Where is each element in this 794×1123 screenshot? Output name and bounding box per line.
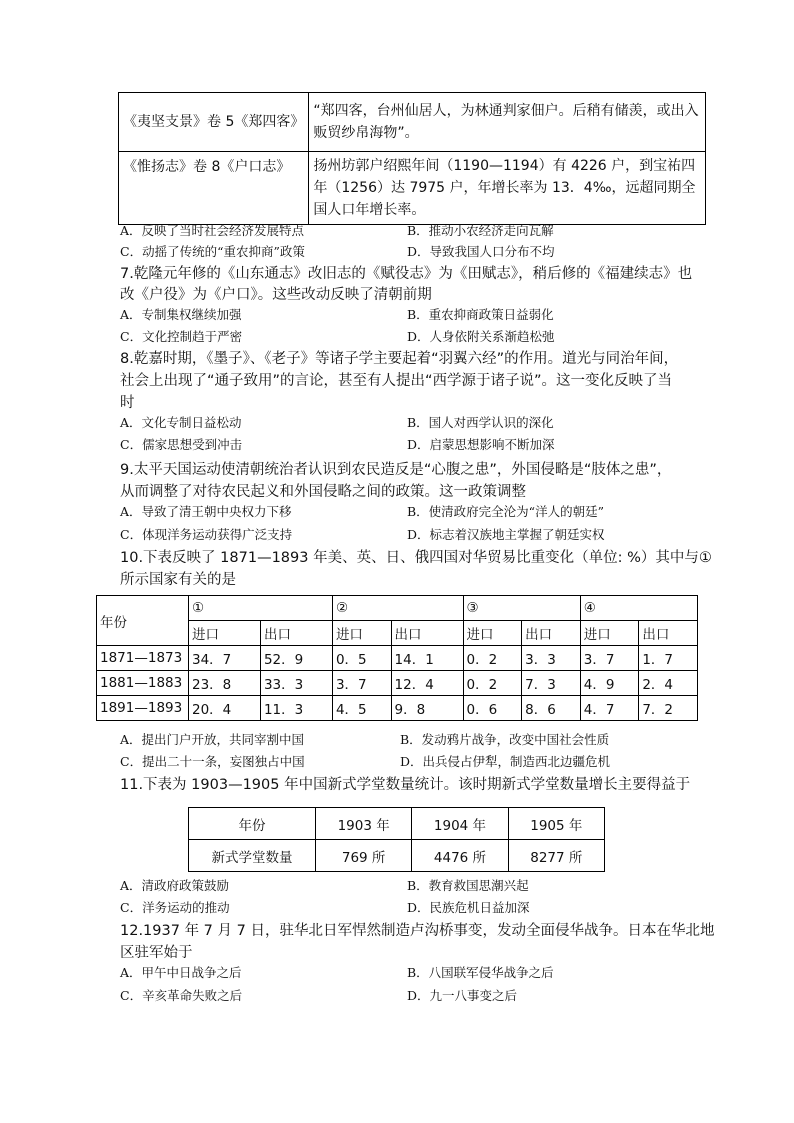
value-cell: 20．4 <box>189 696 261 721</box>
q5-option-a[interactable]: A．反映了当时社会经济发展特点 <box>120 223 305 238</box>
table-row <box>119 152 706 225</box>
q9-option-b[interactable]: B．使清政府完全沦为“洋人的朝廷” <box>407 504 604 519</box>
q12-option-b[interactable]: B．八国联军侵华战争之后 <box>407 965 554 980</box>
q11-option-d[interactable]: D．民族危机日益加深 <box>407 900 530 915</box>
table-header-row <box>189 808 605 840</box>
q9-option-d[interactable]: D．标志着汉族地主掌握了朝廷实权 <box>407 527 605 542</box>
row-label: 新式学堂数量 <box>189 840 316 872</box>
value-cell: 0．6 <box>463 696 522 721</box>
value-cell: 3．7 <box>332 671 391 696</box>
q12-option-d[interactable]: D．九一八事变之后 <box>407 988 518 1003</box>
value-cell: 0．2 <box>463 671 522 696</box>
q10-stem-line-2: 所示国家有关的是 <box>120 572 236 588</box>
q12-stem-line-1: 12.1937 年 7 月 7 日，驻华北日军悍然制造卢沟桥事变，发动全面侵华战争。日本在华北地 <box>120 923 715 939</box>
value-cell: 34．7 <box>189 646 261 671</box>
q8-option-d[interactable]: D．启蒙思想影响不断加深 <box>407 437 555 452</box>
table-row <box>97 696 698 721</box>
q5-option-c[interactable]: C．动摇了传统的“重农抑商”政策 <box>120 244 305 259</box>
q12-option-a[interactable]: A．甲午中日战争之后 <box>120 965 242 980</box>
table-row <box>97 671 698 696</box>
value-cell: 0．5 <box>332 646 391 671</box>
value-cell: 23．8 <box>189 671 261 696</box>
q11-stem: 11.下表为 1903—1905 年中国新式学堂数量统计。该时期新式学堂数量增长主要得益于 <box>120 777 691 793</box>
value-cell: 3．7 <box>580 646 639 671</box>
value-cell: 7．2 <box>639 696 698 721</box>
import-header: 进口 <box>580 621 639 646</box>
value-cell: 4．5 <box>332 696 391 721</box>
q7-option-c[interactable]: C．文化控制趋于严密 <box>120 329 243 344</box>
q7-stem-line-1: 7.乾隆元年修的《山东通志》改旧志的《赋役志》为《田赋志》，稍后修的《福建续志》也 <box>120 266 693 282</box>
export-header: 出口 <box>522 621 581 646</box>
q10-stem-line-1: 10.下表反映了 1871—1893 年美、英、日、俄四国对华贸易比重变化（单位: %）其中与① <box>120 550 712 566</box>
value-cell: 14．1 <box>391 646 463 671</box>
q8-stem-line-1: 8.乾嘉时期，《墨子》、《老子》等诸子学主要起着“羽翼六经”的作用。道光与同治年间， <box>120 351 679 367</box>
count-cell: 8277 所 <box>508 840 604 872</box>
country-header-2: ② <box>332 596 463 621</box>
import-header: 进口 <box>189 621 261 646</box>
year-header: 年份 <box>189 808 316 840</box>
country-header-4: ④ <box>580 596 697 621</box>
q9-option-a[interactable]: A．导致了清王朝中央权力下移 <box>120 504 292 519</box>
q7-option-b[interactable]: B．重农抑商政策日益弱化 <box>407 307 554 322</box>
q5-option-d[interactable]: D．导致我国人口分布不均 <box>407 244 555 259</box>
year-cell: 1871—1873 <box>97 646 189 671</box>
q11-option-a[interactable]: A．清政府政策鼓励 <box>120 878 230 893</box>
table-row <box>189 840 605 872</box>
value-cell: 12．4 <box>391 671 463 696</box>
source-cell: 《惟扬志》卷 8《户口志》 <box>119 152 309 225</box>
q8-option-b[interactable]: B．国人对西学认识的深化 <box>407 415 554 430</box>
q11-option-b[interactable]: B．教育救国思潮兴起 <box>407 878 529 893</box>
school-table <box>188 807 605 872</box>
export-header: 出口 <box>639 621 698 646</box>
value-cell: 7．3 <box>522 671 581 696</box>
year-1904: 1904 年 <box>412 808 508 840</box>
q8-stem-line-2: 社会上出现了“通子致用”的言论，甚至有人提出“西学源于诸子说”。这一变化反映了当 <box>120 373 673 389</box>
import-header: 进口 <box>332 621 391 646</box>
table-row <box>119 93 706 152</box>
import-header: 进口 <box>463 621 522 646</box>
value-cell: 9．8 <box>391 696 463 721</box>
value-cell: 11．3 <box>260 696 332 721</box>
q9-stem-line-2: 从而调整了对待农民起义和外国侵略之间的政策。这一政策调整 <box>120 484 526 500</box>
value-cell: 8．6 <box>522 696 581 721</box>
year-1905: 1905 年 <box>508 808 604 840</box>
value-cell: 2．4 <box>639 671 698 696</box>
value-cell: 4．9 <box>580 671 639 696</box>
export-header: 出口 <box>391 621 463 646</box>
q12-stem-line-2: 区驻军始于 <box>120 945 193 961</box>
count-cell: 769 所 <box>316 840 412 872</box>
content-cell: 扬州坊郭户绍熙年间（1190—1194）有 4226 户，到宝祐四年（1256）达 7975 户，年增长率为 13．4‰，远超同期全国人口年增长率。 <box>309 152 706 225</box>
export-header: 出口 <box>260 621 332 646</box>
value-cell: 3．3 <box>522 646 581 671</box>
q10-option-b[interactable]: B．发动鸦片战争，改变中国社会性质 <box>400 732 610 747</box>
count-cell: 4476 所 <box>412 840 508 872</box>
source-table <box>118 92 706 225</box>
q11-option-c[interactable]: C．洋务运动的推动 <box>120 900 230 915</box>
q10-option-d[interactable]: D．出兵侵占伊犁，制造西北边疆危机 <box>400 754 611 769</box>
trade-table <box>96 595 698 721</box>
value-cell: 33．3 <box>260 671 332 696</box>
value-cell: 1．7 <box>639 646 698 671</box>
content-cell: “郑四客，台州仙居人，为林通判家佃户。后稍有储羡，或出入贩贸纱帛海物”。 <box>309 93 706 152</box>
q7-option-d[interactable]: D．人身依附关系渐趋松弛 <box>407 329 555 344</box>
q5-option-b[interactable]: B．推动小农经济走向瓦解 <box>407 223 554 238</box>
q7-stem-line-2: 改《户役》为《户口》。这些改动反映了清朝前期 <box>120 287 432 303</box>
value-cell: 4．7 <box>580 696 639 721</box>
q8-option-c[interactable]: C．儒家思想受到冲击 <box>120 437 243 452</box>
source-cell: 《夷坚支景》卷 5《郑四客》 <box>119 93 309 152</box>
q8-stem-line-3: 时 <box>120 395 135 411</box>
q10-option-c[interactable]: C．提出二十一条，妄图独占中国 <box>120 754 305 769</box>
q7-option-a[interactable]: A．专制集权继续加强 <box>120 307 242 322</box>
year-1903: 1903 年 <box>316 808 412 840</box>
table-header-row <box>97 596 698 621</box>
q9-option-c[interactable]: C．体现洋务运动获得广泛支持 <box>120 527 293 542</box>
country-header-1: ① <box>189 596 333 621</box>
country-header-3: ③ <box>463 596 580 621</box>
year-cell: 1881—1883 <box>97 671 189 696</box>
q8-option-a[interactable]: A．文化专制日益松动 <box>120 415 242 430</box>
table-row <box>97 646 698 671</box>
q12-option-c[interactable]: C．辛亥革命失败之后 <box>120 988 243 1003</box>
q9-stem-line-1: 9.太平天国运动使清朝统治者认识到农民造反是“心腹之患”，外国侵略是“肢体之患”， <box>120 462 672 478</box>
q10-option-a[interactable]: A．提出门户开放，共同宰割中国 <box>120 732 305 747</box>
year-header: 年份 <box>97 596 189 646</box>
year-cell: 1891—1893 <box>97 696 189 721</box>
value-cell: 0．2 <box>463 646 522 671</box>
value-cell: 52．9 <box>260 646 332 671</box>
